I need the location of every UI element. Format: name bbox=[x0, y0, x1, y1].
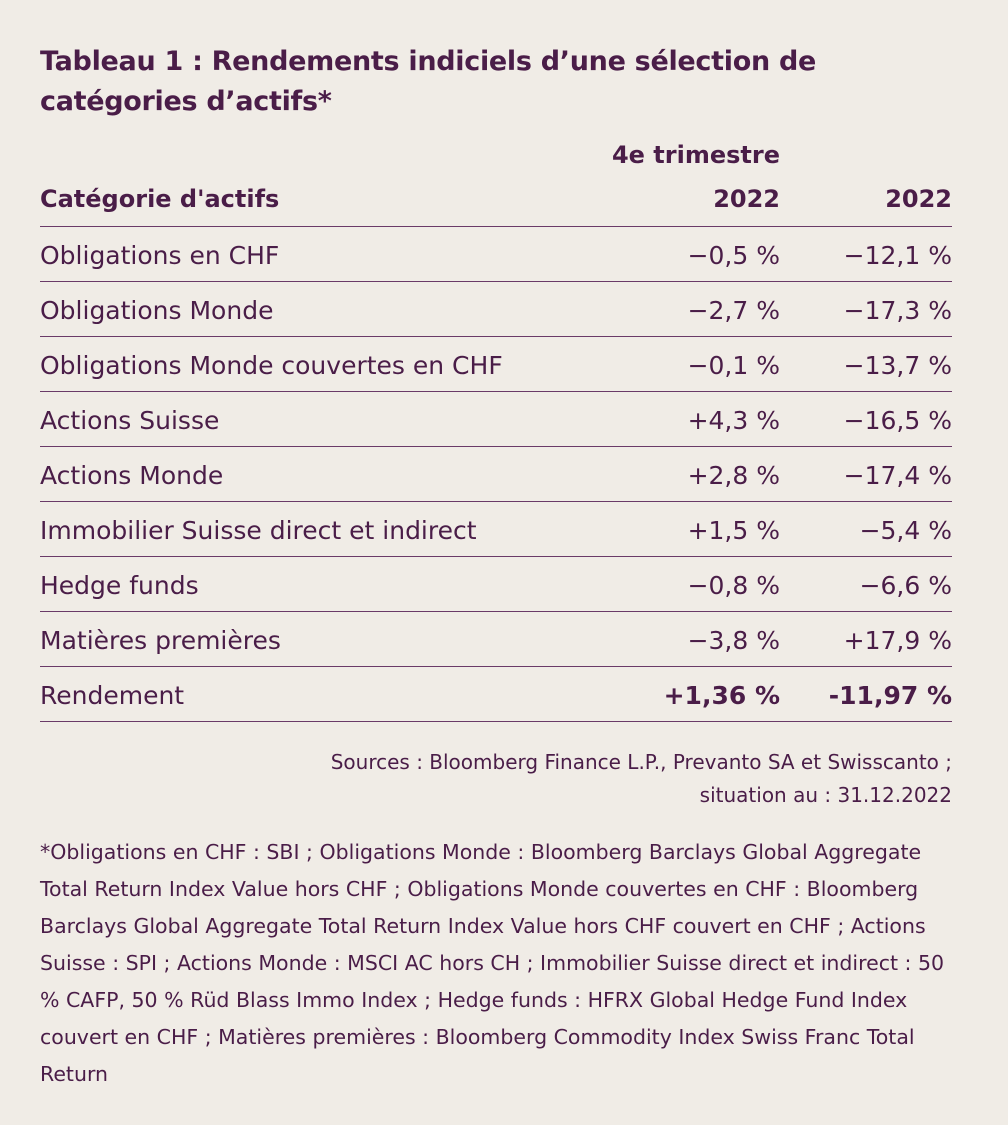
period-header-row bbox=[40, 134, 952, 176]
row-q4-value: −2,7 % bbox=[687, 296, 780, 325]
sources-note bbox=[40, 746, 952, 812]
row-q4-value: −3,8 % bbox=[687, 626, 780, 655]
total-year-value: -11,97 % bbox=[828, 681, 952, 710]
table-row bbox=[40, 447, 952, 502]
row-year-value: −6,6 % bbox=[859, 571, 952, 600]
total-row bbox=[40, 667, 952, 722]
sources-line-2: situation au : 31.12.2022 bbox=[699, 783, 952, 807]
table-row bbox=[40, 337, 952, 392]
row-q4-value: −0,1 % bbox=[687, 351, 780, 380]
table-row bbox=[40, 557, 952, 612]
period-header: 4e trimestre bbox=[611, 141, 780, 169]
footnote: *Obligations en CHF : SBI ; Obligations Monde : Bloomberg Barclays Global Aggregate Total Return Index Value hors CHF ; Obligations Monde couvertes en CHF : Bloomberg Barclays Global Aggregate Total Return Index Value hors CHF couvert en CHF ; Actions Suisse : SPI ; Actions Monde : MSCI AC hors CH ; Immobilier Suisse direct et indirect : 50 % CAFP, 50 % Rüd Blass Immo Index ; Hedge funds : HFRX Global Hedge Fund Index couvert en CHF ; Matières premières : Bloomberg Commodity Index Swiss Franc Total Return bbox=[40, 840, 945, 1086]
row-q4-value: +2,8 % bbox=[687, 461, 780, 490]
column-header-category: Catégorie d'actifs bbox=[40, 185, 280, 213]
row-label: Immobilier Suisse direct et indirect bbox=[40, 516, 477, 545]
row-q4-value: −0,8 % bbox=[687, 571, 780, 600]
row-q4-value: +1,5 % bbox=[687, 516, 780, 545]
column-header-q4: 2022 bbox=[713, 185, 780, 213]
row-label: Actions Monde bbox=[40, 461, 224, 490]
row-year-value: −13,7 % bbox=[843, 351, 952, 380]
table-row bbox=[40, 392, 952, 447]
column-header-year: 2022 bbox=[885, 185, 952, 213]
total-label: Rendement bbox=[40, 681, 185, 710]
page bbox=[40, 42, 952, 1093]
row-year-value: −16,5 % bbox=[843, 406, 952, 435]
row-label: Matières premières bbox=[40, 626, 281, 655]
row-label: Obligations Monde couvertes en CHF bbox=[40, 351, 503, 380]
row-q4-value: +4,3 % bbox=[687, 406, 780, 435]
row-year-value: −5,4 % bbox=[859, 516, 952, 545]
row-q4-value: −0,5 % bbox=[687, 241, 780, 270]
column-header-row bbox=[40, 176, 952, 227]
row-label: Hedge funds bbox=[40, 571, 199, 600]
table-row bbox=[40, 612, 952, 667]
row-year-value: −12,1 % bbox=[843, 241, 952, 270]
row-label: Actions Suisse bbox=[40, 406, 220, 435]
row-label: Obligations Monde bbox=[40, 296, 274, 325]
row-label: Obligations en CHF bbox=[40, 241, 280, 270]
returns-table bbox=[40, 134, 952, 722]
row-year-value: −17,4 % bbox=[843, 461, 952, 490]
table-row bbox=[40, 282, 952, 337]
row-year-value: −17,3 % bbox=[843, 296, 952, 325]
table-row bbox=[40, 502, 952, 557]
table-row bbox=[40, 227, 952, 282]
sources-line-1: Sources : Bloomberg Finance L.P., Prevanto SA et Swisscanto ; bbox=[330, 750, 952, 774]
total-q4-value: +1,36 % bbox=[663, 681, 780, 710]
table-title: Tableau 1 : Rendements indiciels d’une sélection de catégories d’actifs* bbox=[40, 46, 817, 117]
row-year-value: +17,9 % bbox=[843, 626, 952, 655]
